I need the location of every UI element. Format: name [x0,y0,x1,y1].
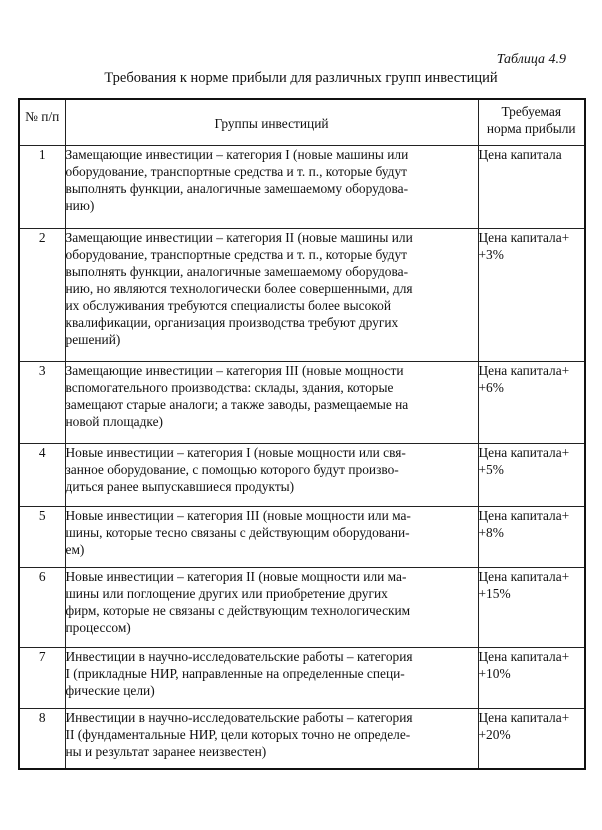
table-row [19,506,585,567]
header-group: Группы инвестиций [65,99,478,145]
description-line: оборудование, транспортные средства и т. п., которые будут [65,246,408,262]
table-row [19,145,585,228]
description-line: квалификации, организация производства требуют других [65,314,399,330]
required-profit-rate [478,567,585,647]
description-line: II (фундаментальные НИР, цели которых точно не определе- [65,726,411,742]
required-rate-line: Цена капитала+ [478,362,570,378]
required-rate-line: Цена капитала+ [478,648,570,664]
row-number: 6 [19,567,65,647]
row-number: 4 [19,443,65,506]
description-line: фирм, которые не связаны с действующим технологическим [65,602,411,618]
required-rate-line: +10% [478,665,511,681]
required-rate-line: Цена капитала+ [478,229,570,245]
description-line: нию, но являются технологически более совершенными, для [65,280,413,296]
table-row [19,443,585,506]
required-rate-line: +5% [478,461,504,477]
investment-group-description [65,361,478,443]
header-required-line1: Требуемая [501,104,562,119]
required-rate-line: +6% [478,379,504,395]
description-line: выполнять функции, аналогичные замешаемому оборудова- [65,180,409,196]
required-profit-rate [478,145,585,228]
row-number: 3 [19,361,65,443]
description-line: шины или поглощение других или приобретение других [65,585,388,601]
description-line: новой площадке) [65,413,163,429]
required-profit-rate [478,506,585,567]
description-line: процессом) [65,619,131,635]
row-number: 5 [19,506,65,567]
description-line: выполнять функции, аналогичные замешаемому оборудова- [65,263,409,279]
description-line: ны и результат заранее неизвестен) [65,743,267,759]
required-rate-line: +20% [478,726,511,742]
description-line: решений) [65,331,121,347]
description-line: оборудование, транспортные средства и т. п., которые будут [65,163,408,179]
table-caption: Требования к норме прибыли для различных групп инвестиций [104,70,498,86]
required-profit-rate [478,443,585,506]
required-rate-line: Цена капитала+ [478,507,570,523]
header-required-rate [478,99,585,145]
table-number-label: Таблица 4.9 [496,52,566,67]
row-number: 8 [19,708,65,769]
description-line: Новые инвестиции – категория I (новые мощности или свя- [65,444,406,460]
required-rate-line: +15% [478,585,511,601]
table-row [19,567,585,647]
table-row [19,647,585,708]
description-line: ем) [65,541,85,557]
description-line: I (прикладные НИР, направленные на определенные специ- [65,665,405,681]
row-number: 1 [19,145,65,228]
required-rate-line: Цена капитала [478,146,562,162]
investment-group-description [65,506,478,567]
row-number: 7 [19,647,65,708]
header-row [19,99,585,145]
description-line: Новые инвестиции – категория III (новые мощности или ма- [65,507,411,523]
required-rate-line: +3% [478,246,504,262]
table-row [19,708,585,769]
header-required-line2: норма прибыли [486,121,576,136]
required-profit-rate [478,647,585,708]
description-line: Инвестиции в научно-исследовательские работы – категория [65,648,413,664]
row-number: 2 [19,228,65,361]
investment-group-description [65,567,478,647]
description-line: фические цели) [65,682,155,698]
required-rate-line: +8% [478,524,504,540]
description-line: шины, которые тесно связаны с действующим оборудовани- [65,524,410,540]
description-line: нию) [65,197,95,213]
investment-group-description [65,443,478,506]
investment-group-description [65,647,478,708]
header-num: № п/п [19,99,65,145]
table-row [19,228,585,361]
investment-group-description [65,708,478,769]
description-line: Инвестиции в научно-исследовательские работы – категория [65,709,413,725]
description-line: диться ранее выпускавшиеся продукты) [65,478,295,494]
required-profit-rate [478,708,585,769]
description-line: Новые инвестиции – категория II (новые мощности или ма- [65,568,407,584]
investment-group-description [65,145,478,228]
description-line: замещают старые аналоги; а также заводы, размещаемые на [65,396,409,412]
description-line: Замещающие инвестиции – категория III (новые мощности [65,362,404,378]
description-line: их обслуживания требуются специалисты более высокой [65,297,391,313]
investment-requirements-table [18,98,586,770]
description-line: Замещающие инвестиции – категория II (новые машины или [65,229,413,245]
investment-group-description [65,228,478,361]
table-row [19,361,585,443]
required-rate-line: Цена капитала+ [478,568,570,584]
description-line: Замещающие инвестиции – категория I (новые машины или [65,146,409,162]
required-rate-line: Цена капитала+ [478,444,570,460]
required-profit-rate [478,361,585,443]
required-profit-rate [478,228,585,361]
description-line: вспомогательного производства: склады, здания, которые [65,379,394,395]
required-rate-line: Цена капитала+ [478,709,570,725]
description-line: занное оборудование, с помощью которого будут произво- [65,461,399,477]
